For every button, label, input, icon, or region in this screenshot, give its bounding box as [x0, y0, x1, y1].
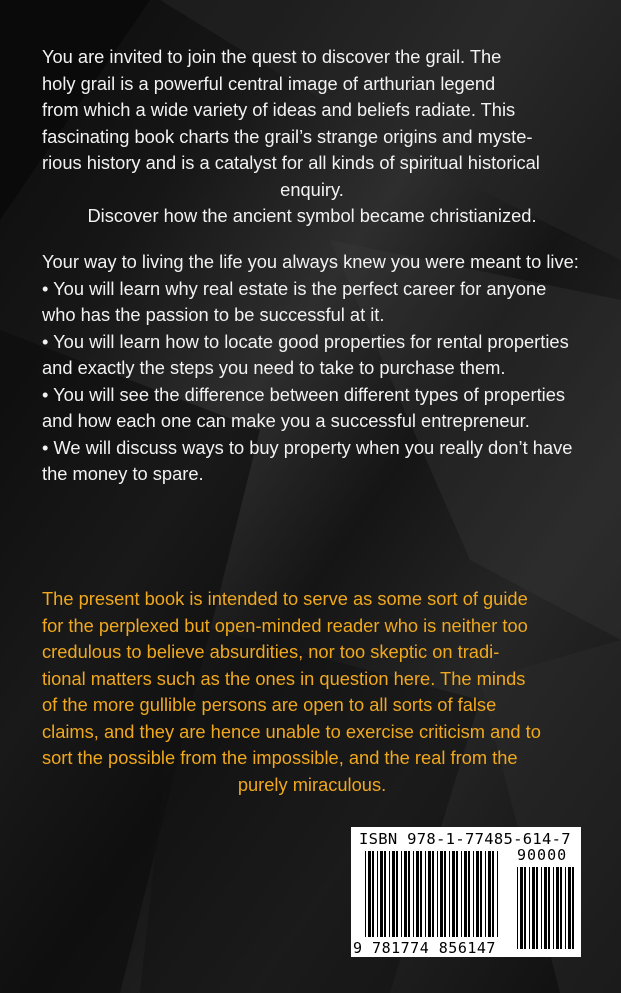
barcode-bar: [432, 851, 434, 937]
benefit-item: • You will learn how to locate good properties for rental properties and exactly the steps you need to take to purchase them.: [42, 330, 569, 378]
barcode-bar: [553, 867, 554, 949]
barcode-bar: [389, 851, 390, 937]
intro-line: enquiry.: [280, 178, 344, 200]
barcode-bar: [380, 851, 383, 937]
intro-line: fascinating book charts the grail’s strange origins and myste-: [42, 125, 533, 147]
barcode-bar: [372, 851, 374, 937]
barcode-bar: [444, 851, 446, 937]
barcode-bar: [524, 867, 526, 949]
barcode-bar: [420, 851, 422, 937]
intro-line: Discover how the ancient symbol became christianized.: [87, 205, 537, 226]
intro-paragraph: [42, 44, 582, 230]
barcode-bar: [401, 851, 402, 937]
barcode-bar: [532, 867, 535, 949]
barcode-bar: [428, 851, 431, 937]
barcode-bar: [365, 851, 366, 937]
barcode-bar: [529, 867, 530, 949]
benefits-list: [42, 249, 582, 488]
barcode-bar: [440, 851, 443, 937]
barcode-number: 9 781774 856147: [353, 939, 496, 957]
barcode-bar: [416, 851, 419, 937]
closing-paragraph: [42, 586, 582, 798]
barcode-bar: [556, 867, 559, 949]
barcode-bar: [565, 867, 566, 949]
intro-line: rious history and is a catalyst for all kinds of spiritual historical: [42, 152, 540, 173]
barcode-bar: [461, 851, 462, 937]
barcode-bars: [351, 827, 581, 957]
closing-line: purely miraculous.: [237, 773, 387, 795]
barcode-bar: [404, 851, 407, 937]
isbn-label: ISBN 978-1-77485-614-7: [359, 830, 571, 848]
barcode-bar: [449, 851, 450, 937]
barcode-bar: [396, 851, 398, 937]
barcode-bar: [485, 851, 486, 937]
closing-line: of the more gullible persons are open to all sorts of false: [42, 694, 497, 715]
closing-line: claims, and they are hence unable to exercise criticism and to: [42, 720, 541, 742]
barcode-bar: [473, 851, 474, 937]
benefit-item: • You will learn why real estate is the perfect career for anyone who has the passion to be successful at it.: [42, 277, 547, 325]
barcode-bar: [568, 867, 571, 949]
barcode-bar: [517, 867, 518, 949]
barcode-bar: [492, 851, 494, 937]
barcode-bar: [413, 851, 414, 937]
barcode-bar: [548, 867, 550, 949]
barcode-bar: [408, 851, 410, 937]
barcode-bar: [452, 851, 455, 937]
barcode-bar: [572, 867, 574, 949]
barcode-bar: [368, 851, 371, 937]
intro-line: holy grail is a powerful central image of arthurian legend: [42, 72, 496, 94]
barcode-bar: [468, 851, 470, 937]
barcode-bar: [456, 851, 458, 937]
barcode-bar: [560, 867, 562, 949]
barcode-bar: [464, 851, 467, 937]
barcode-bar: [520, 867, 523, 949]
barcode-bar: [541, 867, 542, 949]
closing-line: for the perplexed but open-minded reader who is neither too: [42, 614, 528, 636]
barcode-bar: [377, 851, 378, 937]
barcode-bar: [536, 867, 538, 949]
barcode-bar: [544, 867, 547, 949]
intro-line: from which a wide variety of ideas and beliefs radiate. This: [42, 99, 516, 120]
benefits-heading: Your way to living the life you always knew you were meant to live:: [42, 251, 579, 272]
barcode-bar: [392, 851, 395, 937]
barcode-bar: [384, 851, 386, 937]
barcode-bar: [476, 851, 479, 937]
closing-line: credulous to believe absurdities, nor too skeptic on tradi-: [42, 641, 500, 662]
benefit-item: • We will discuss ways to buy property when you really don’t have the money to spare.: [42, 436, 573, 484]
barcode-bar: [437, 851, 438, 937]
barcode-addon-number: 90000: [517, 846, 568, 864]
barcode-bar: [488, 851, 491, 937]
benefit-item: • You will see the difference between different types of properties and how each one can make you a successful entrepreneur.: [42, 383, 566, 431]
barcode-bar: [497, 851, 498, 937]
barcode-bar: [480, 851, 482, 937]
intro-line: You are invited to join the quest to discover the grail. The: [42, 46, 502, 67]
closing-line: The present book is intended to serve as some sort of guide: [42, 588, 528, 609]
closing-line: sort the possible from the impossible, and the real from the: [42, 747, 518, 768]
barcode-bar: [425, 851, 426, 937]
closing-line: tional matters such as the ones in question here. The minds: [42, 667, 526, 689]
isbn-barcode: [351, 827, 581, 957]
